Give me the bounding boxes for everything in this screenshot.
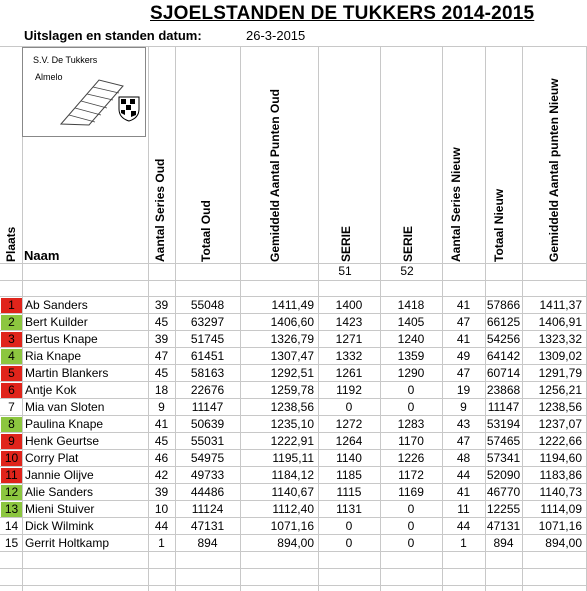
aso-cell: 9 <box>158 400 165 414</box>
to-cell: 55031 <box>190 434 225 448</box>
naam-cell: Mieni Stuiver <box>25 502 95 516</box>
s2-cell: 1172 <box>398 468 424 482</box>
aso-cell: 39 <box>154 485 169 499</box>
s1-cell: 1332 <box>335 349 363 363</box>
to-cell: 11147 <box>191 400 224 414</box>
header-totaal-nieuw: Totaal Nieuw <box>492 188 506 262</box>
shield-icon <box>118 96 140 122</box>
go-cell: 1238,56 <box>270 400 314 414</box>
asn-cell: 47 <box>456 366 471 380</box>
to-cell: 61451 <box>190 349 225 363</box>
grid-hline <box>0 280 587 281</box>
header-gemiddeld-oud: Gemiddeld Aantal Punten Oud <box>268 89 282 262</box>
s1-cell: 1264 <box>335 434 363 448</box>
s1-cell: 0 <box>345 400 353 414</box>
s2-cell: 1418 <box>397 298 425 312</box>
s1-cell: 1140 <box>336 451 362 465</box>
go-cell: 1112,40 <box>272 502 314 516</box>
header-aantal-series-oud: Aantal Series Oud <box>153 158 167 262</box>
asn-cell: 11 <box>457 502 470 516</box>
logo-text: S.V. De Tukkers <box>33 55 98 65</box>
header-naam: Naam <box>24 248 60 263</box>
rank-cell: 5 <box>1 366 22 381</box>
s1-cell: 1115 <box>336 485 362 499</box>
go-cell: 894,00 <box>277 536 314 550</box>
header-serie-2: SERIE <box>401 225 415 262</box>
s1-cell: 1185 <box>336 468 362 482</box>
gn-cell: 1309,02 <box>538 349 582 363</box>
to-cell: 44486 <box>190 485 225 499</box>
rank-cell: 12 <box>1 485 22 500</box>
table-row <box>0 348 587 365</box>
asn-cell: 47 <box>456 315 471 329</box>
asn-cell: 47 <box>456 434 471 448</box>
naam-cell: Antje Kok <box>25 383 77 397</box>
aso-cell: 44 <box>154 519 169 533</box>
asn-cell: 44 <box>456 468 471 482</box>
s2-cell: 1226 <box>397 451 425 465</box>
gn-cell: 1194,60 <box>539 451 582 465</box>
tn-cell: 46770 <box>486 485 521 499</box>
aso-cell: 41 <box>154 417 169 431</box>
asn-cell: 41 <box>456 332 471 346</box>
go-cell: 1195,11 <box>272 451 314 465</box>
table-row <box>0 399 587 416</box>
asn-cell: 9 <box>460 400 467 414</box>
s1-cell: 0 <box>345 536 353 550</box>
s1-cell: 1272 <box>335 417 363 431</box>
tn-cell: 894 <box>493 536 514 550</box>
tn-cell: 64142 <box>486 349 521 363</box>
rank-cell: 9 <box>1 434 22 449</box>
asn-cell: 19 <box>456 383 471 397</box>
date-value: 26-3-2015 <box>246 28 306 43</box>
s1-cell: 0 <box>345 519 353 533</box>
tn-cell: 52090 <box>486 468 521 482</box>
s2-cell: 1290 <box>397 366 425 380</box>
naam-cell: Ria Knape <box>25 349 82 363</box>
club-logo <box>22 47 146 137</box>
header-serie-1: SERIE <box>339 225 353 262</box>
go-cell: 1259,78 <box>270 383 314 397</box>
aso-cell: 1 <box>158 536 165 550</box>
gn-cell: 1238,56 <box>538 400 582 414</box>
s1-cell: 1192 <box>336 383 362 397</box>
naam-cell: Henk Geurtse <box>25 434 100 448</box>
rank-cell: 11 <box>1 468 22 483</box>
table-row <box>0 501 587 518</box>
tn-cell: 12255 <box>486 502 521 516</box>
aso-cell: 18 <box>154 383 169 397</box>
naam-cell: Paulina Knape <box>25 417 104 431</box>
rank-cell: 15 <box>4 536 19 550</box>
table-row <box>0 535 587 552</box>
aso-cell: 45 <box>154 434 169 448</box>
gn-cell: 1291,79 <box>538 366 582 380</box>
to-cell: 47131 <box>190 519 225 533</box>
rank-cell: 13 <box>1 502 22 517</box>
to-cell: 11124 <box>191 502 224 516</box>
logo-city: Almelo <box>35 72 63 82</box>
naam-cell: Jannie Olijve <box>25 468 94 482</box>
go-cell: 1071,16 <box>270 519 314 533</box>
aso-cell: 45 <box>154 315 169 329</box>
rank-cell: 7 <box>8 400 15 414</box>
page-title: SJOELSTANDEN DE TUKKERS 2014-2015 <box>150 3 535 24</box>
s2-cell: 0 <box>407 536 415 550</box>
gn-cell: 1183,86 <box>539 468 582 482</box>
tn-cell: 57341 <box>486 451 521 465</box>
gn-cell: 1071,16 <box>538 519 582 533</box>
table-row <box>0 331 587 348</box>
s2-cell: 0 <box>407 383 415 397</box>
s2-cell: 0 <box>407 502 415 516</box>
tn-cell: 23868 <box>486 383 521 397</box>
naam-cell: Ab Sanders <box>25 298 88 312</box>
grid-hline <box>0 568 587 569</box>
gn-cell: 1256,21 <box>538 383 582 397</box>
naam-cell: Martin Blankers <box>25 366 109 380</box>
rank-cell: 10 <box>1 451 22 466</box>
asn-cell: 1 <box>460 536 467 550</box>
go-cell: 1222,91 <box>270 434 314 448</box>
to-cell: 22676 <box>190 383 225 397</box>
sjoelbak-icon <box>59 78 125 126</box>
rank-cell: 14 <box>4 519 19 533</box>
naam-cell: Dick Wilmink <box>25 519 94 533</box>
asn-cell: 41 <box>456 485 471 499</box>
naam-cell: Gerrit Holtkamp <box>25 536 110 550</box>
s2-cell: 1170 <box>398 434 424 448</box>
naam-cell: Mia van Sloten <box>25 400 105 414</box>
serie-2-number: 52 <box>400 264 414 278</box>
tn-cell: 57465 <box>486 434 521 448</box>
table-row <box>0 416 587 433</box>
aso-cell: 42 <box>154 468 169 482</box>
table-row <box>0 518 587 535</box>
go-cell: 1326,79 <box>270 332 314 346</box>
tn-cell: 54256 <box>486 332 521 346</box>
to-cell: 50639 <box>190 417 225 431</box>
tn-cell: 47131 <box>486 519 521 533</box>
naam-cell: Bert Kuilder <box>25 315 88 329</box>
s1-cell: 1271 <box>335 332 363 346</box>
aso-cell: 10 <box>154 502 169 516</box>
rank-cell: 1 <box>1 298 22 313</box>
tn-cell: 66125 <box>486 315 521 329</box>
aso-cell: 39 <box>154 332 169 346</box>
header-totaal-oud: Totaal Oud <box>199 200 213 262</box>
gn-cell: 1140,73 <box>539 485 582 499</box>
rank-cell: 3 <box>1 332 22 347</box>
asn-cell: 41 <box>456 298 471 312</box>
rank-cell: 4 <box>1 349 22 364</box>
go-cell: 1235,10 <box>270 417 314 431</box>
serie-1-number: 51 <box>338 264 352 278</box>
go-cell: 1307,47 <box>270 349 314 363</box>
header-plaats: Plaats <box>4 226 18 262</box>
to-cell: 63297 <box>190 315 225 329</box>
table-row <box>0 484 587 501</box>
naam-cell: Alie Sanders <box>25 485 94 499</box>
table-row <box>0 433 587 450</box>
rank-cell: 2 <box>1 315 22 330</box>
to-cell: 894 <box>197 536 218 550</box>
gn-cell: 1237,07 <box>538 417 582 431</box>
rank-cell: 6 <box>1 383 22 398</box>
s2-cell: 1169 <box>398 485 424 499</box>
go-cell: 1411,49 <box>271 298 314 312</box>
grid-hline <box>0 585 587 586</box>
s2-cell: 1359 <box>397 349 425 363</box>
go-cell: 1406,60 <box>270 315 314 329</box>
tn-cell: 11147 <box>487 400 520 414</box>
tn-cell: 57866 <box>486 298 521 312</box>
s1-cell: 1423 <box>335 315 363 329</box>
s1-cell: 1400 <box>335 298 363 312</box>
to-cell: 58163 <box>190 366 225 380</box>
table-row <box>0 450 587 467</box>
gn-cell: 1411,37 <box>539 298 582 312</box>
grid-hline <box>0 263 587 264</box>
asn-cell: 43 <box>456 417 471 431</box>
to-cell: 49733 <box>190 468 225 482</box>
go-cell: 1292,51 <box>270 366 314 380</box>
gn-cell: 1222,66 <box>538 434 582 448</box>
s2-cell: 1405 <box>397 315 425 329</box>
header-aantal-series-nieuw: Aantal Series Nieuw <box>449 147 463 262</box>
gn-cell: 894,00 <box>545 536 582 550</box>
s2-cell: 0 <box>407 400 415 414</box>
s2-cell: 1240 <box>397 332 425 346</box>
subtitle: Uitslagen en standen datum: <box>24 28 202 43</box>
s1-cell: 1131 <box>336 502 362 516</box>
asn-cell: 44 <box>456 519 471 533</box>
table-row <box>0 297 587 314</box>
go-cell: 1140,67 <box>271 485 314 499</box>
naam-cell: Corry Plat <box>25 451 79 465</box>
table-row <box>0 467 587 484</box>
s2-cell: 0 <box>407 519 415 533</box>
asn-cell: 49 <box>456 349 471 363</box>
rank-cell: 8 <box>1 417 22 432</box>
gn-cell: 1114,09 <box>540 502 582 516</box>
to-cell: 55048 <box>190 298 225 312</box>
header-gemiddeld-nieuw: Gemiddeld Aantal punten Nieuw <box>547 78 561 262</box>
gn-cell: 1406,91 <box>538 315 582 329</box>
aso-cell: 39 <box>154 298 169 312</box>
tn-cell: 60714 <box>486 366 521 380</box>
table-row <box>0 365 587 382</box>
gn-cell: 1323,32 <box>538 332 582 346</box>
aso-cell: 47 <box>154 349 169 363</box>
s1-cell: 1261 <box>335 366 363 380</box>
to-cell: 51745 <box>190 332 225 346</box>
s2-cell: 1283 <box>397 417 425 431</box>
to-cell: 54975 <box>190 451 225 465</box>
table-row <box>0 382 587 399</box>
asn-cell: 48 <box>456 451 471 465</box>
naam-cell: Bertus Knape <box>25 332 98 346</box>
aso-cell: 45 <box>154 366 169 380</box>
aso-cell: 46 <box>154 451 169 465</box>
tn-cell: 53194 <box>486 417 521 431</box>
go-cell: 1184,12 <box>271 468 314 482</box>
table-row <box>0 314 587 331</box>
